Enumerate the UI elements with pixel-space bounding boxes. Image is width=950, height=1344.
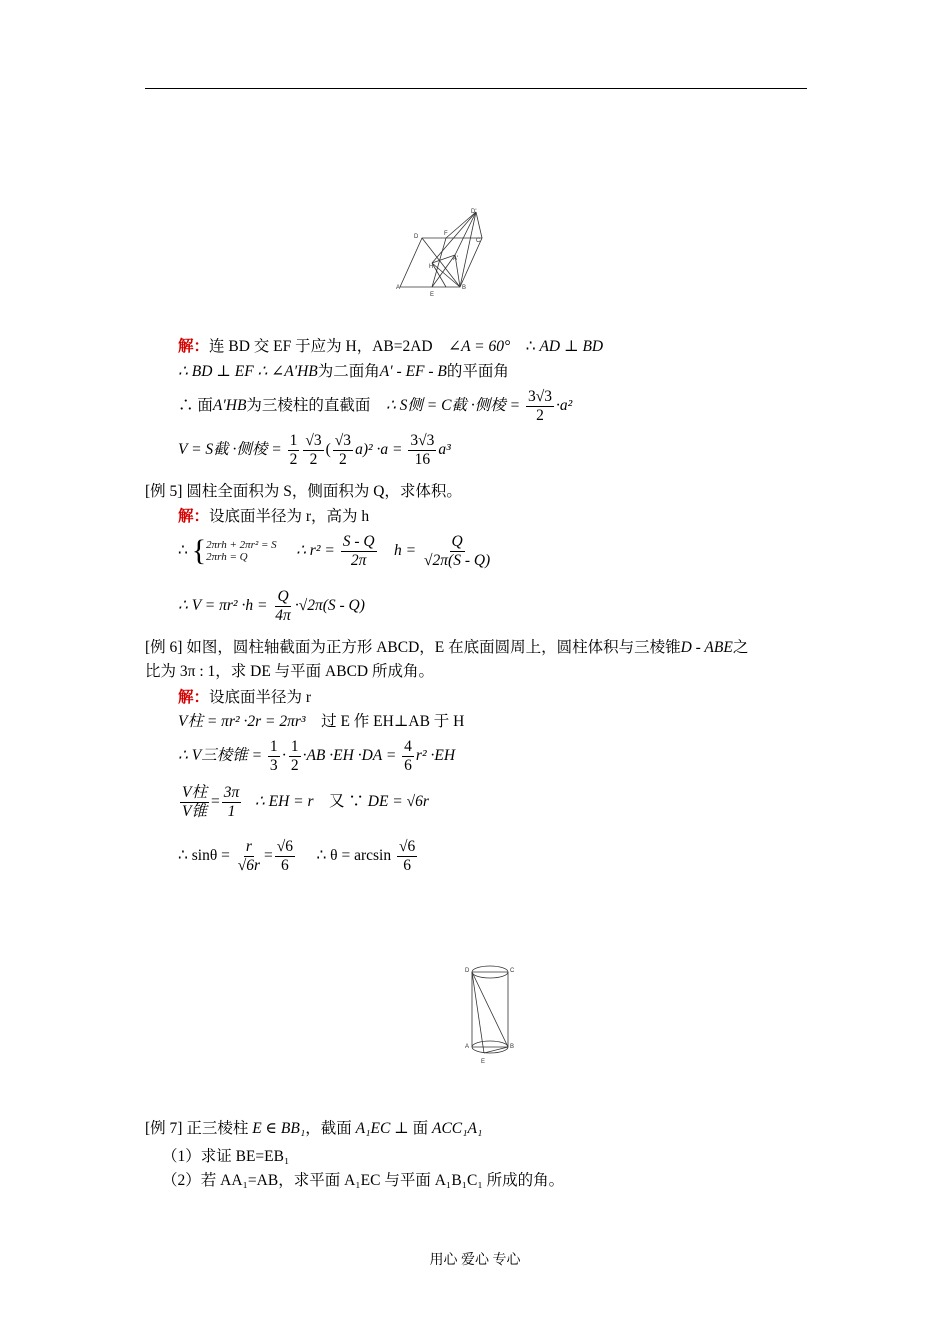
fig1-label-aprime: A' [453, 256, 459, 262]
fig2-label-d: D [465, 968, 470, 974]
ex6-line3: ∴ V三棱锥 = $\frac{1}{3}$ · $\frac{1}{2}$ ·AB ·EH ·DA = $\frac{4}{6}$ r² ·EH [178, 738, 456, 774]
fig2-label-a: A [465, 1044, 470, 1050]
ex7-title: [例 7] 正三棱柱 E ∈ BB₁，截面 A₁EC ⊥ 面 ACC₁A₁ [145, 1120, 483, 1137]
sol4-label: 解： [178, 338, 210, 355]
fig2-label-c: C [510, 968, 515, 974]
page-footer: 用心 爱心 专心 [429, 1253, 521, 1268]
fig1-label-d: D [414, 234, 419, 240]
ex5-system: ∴ { 2πrh + 2πr² = S 2πrh = Q ∴ r² = $\frac{S - Q}{2\pi}$ h = $\frac{Q}{√2\pi(S - Q)}$ [178, 533, 491, 569]
sol4-line3: ∴ 面A′HB为三棱柱的直截面 ∴ S侧 = C截 ·侧棱 = $\frac{3√3}{2}$ ·a² [178, 388, 573, 424]
fig1-label-c: C [476, 238, 481, 244]
ex6-line2: V柱 = πr² ·2r = 2πr³ 过 E 作 EH⊥AB 于 H [178, 713, 465, 730]
sol4-line4: V = S截 ·侧棱 = $\frac{1}{2}$ $\frac{√3}{2}$ ( $\frac{√3}{2}$ a)² ·a = $\frac{3√3}{16}$ a³ [178, 432, 451, 468]
sol4-line2: ∴ BD ⊥ EF ∴ ∠A′HB为二面角A′ - EF - B的平面角 [178, 363, 509, 380]
ex5-sol1: 解：设底面半径为 r，高为 h [178, 508, 370, 525]
cylinder-diagram [462, 958, 522, 1070]
ex6-line5: ∴ sinθ = $\frac{r}{√6r}$ = $\frac{√6}{6}$ ∴ θ = arcsin $\frac{√6}{6}$ [178, 838, 416, 874]
fig2-label-e: E [481, 1059, 486, 1065]
ex7-question-1: （1）求证 BE=EB₁ [162, 1148, 290, 1165]
ex6-title-2: 比为 3π : 1，求 DE 与平面 ABCD 所成角。 [145, 663, 434, 680]
ex7-question-2: （2）若 AA₁=AB，求平面 A₁EC 与平面 A₁B₁C₁ 所成的角。 [162, 1172, 565, 1189]
fig2-label-b: B [510, 1044, 515, 1050]
prism-diagram [390, 205, 495, 300]
fig1-label-h: H [429, 264, 434, 270]
fig1-label-f: F [444, 231, 448, 237]
ex6-title-1: [例 6] 如图，圆柱轴截面为正方形 ABCD，E 在底面圆周上，圆柱体积与三棱锥D - ABE之 [145, 639, 749, 656]
ex6-line4: $\frac{\text{V柱}}{\text{V锥}}$ = $\frac{3\pi}{1}$ ∴ EH = r 又 ∵ DE = √6r [182, 784, 429, 820]
ex5-volume: ∴ V = πr² ·h = $\frac{Q}{4\pi}$ ·√2π(S - Q) [178, 588, 365, 624]
fig1-label-e: E [430, 292, 435, 298]
ex5-title: [例 5] 圆柱全面积为 S，侧面积为 Q，求体积。 [145, 483, 462, 500]
fig1-label-a: A [396, 285, 401, 291]
fig1-label-b: B [462, 285, 467, 291]
fig1-label-dprime: D' [471, 209, 477, 215]
header-rule [145, 88, 807, 89]
sol4-line1: 解：连 BD 交 EF 于应为 H，AB=2AD ∠A = 60° ∴ AD ⊥ BD [178, 338, 604, 355]
ex6-sol1: 解：设底面半径为 r [178, 689, 312, 706]
sol4-frac1: $\frac{3√3}{2}$ [527, 388, 552, 424]
